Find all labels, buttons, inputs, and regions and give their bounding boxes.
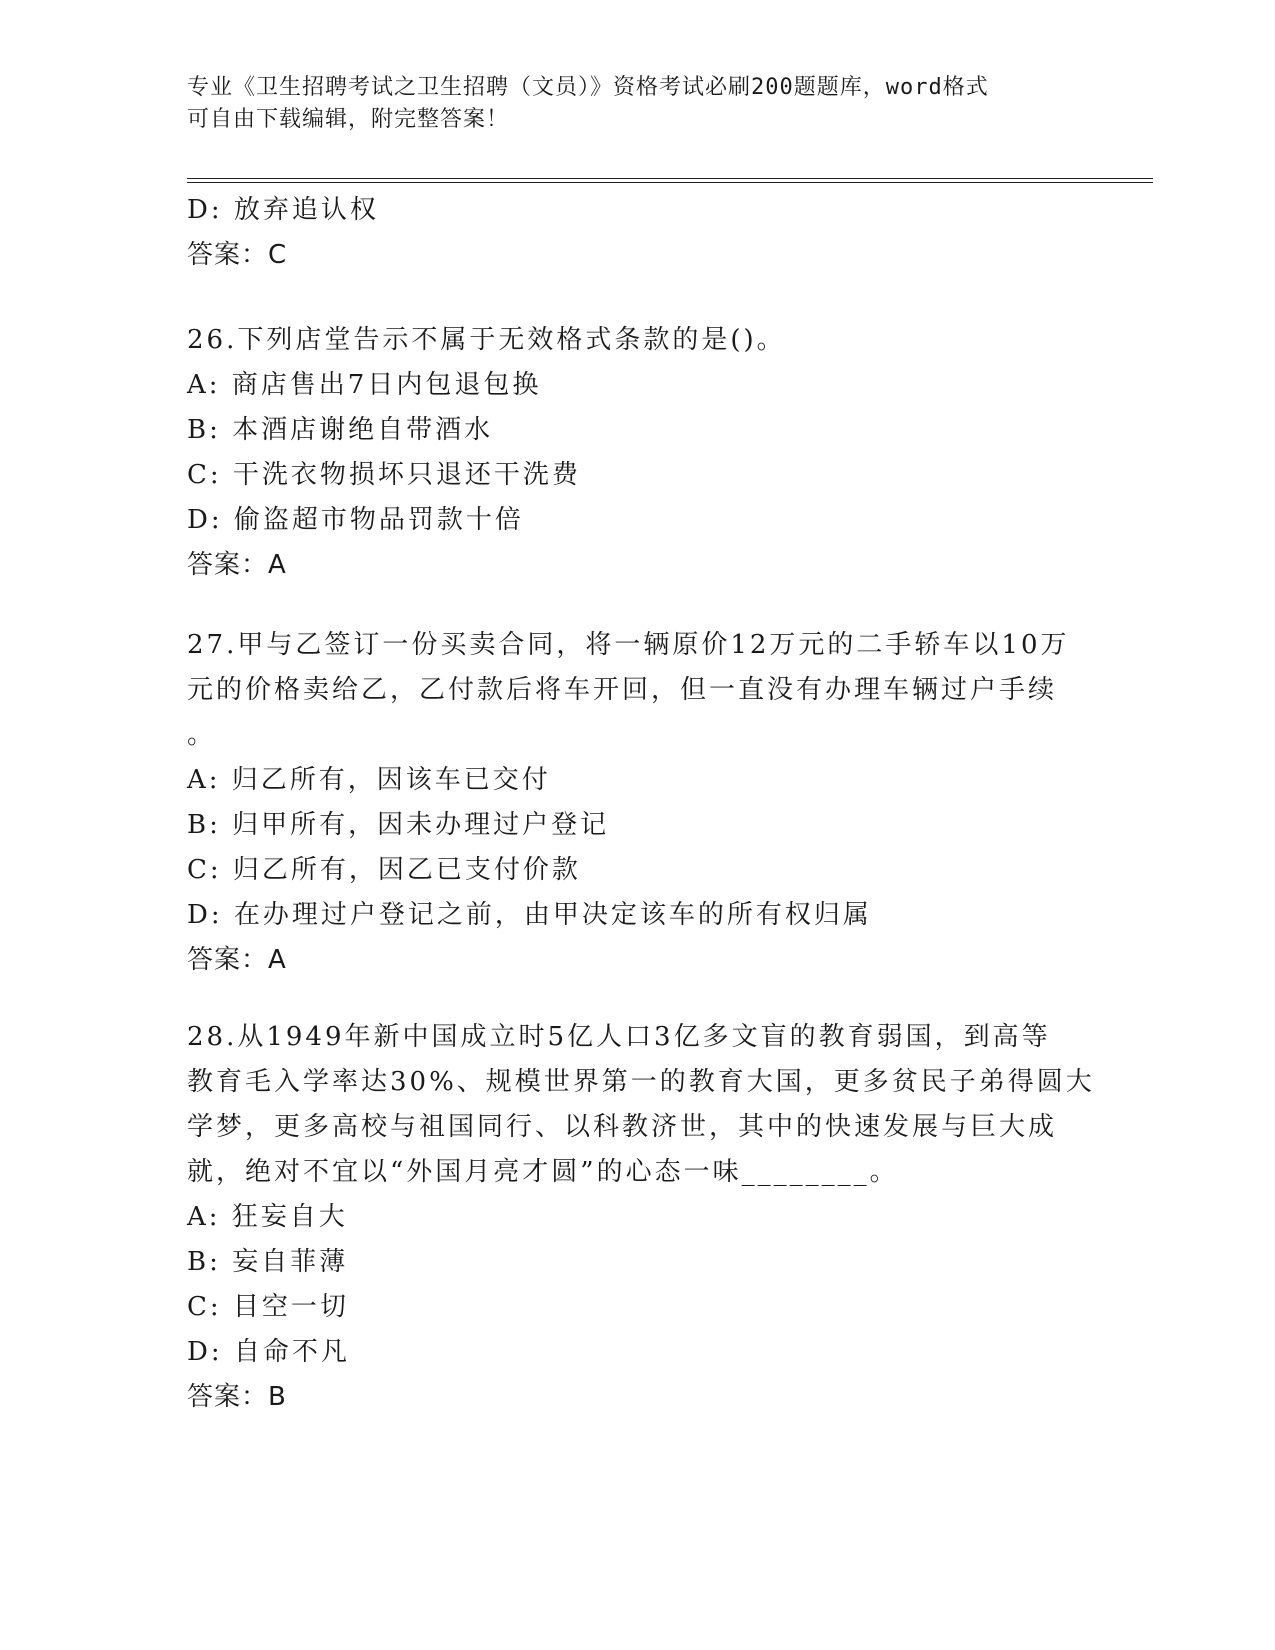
- question-27: [187, 623, 1087, 983]
- question-stem-line: 就，绝对不宜以“外国月亮才圆”的心态一味________。: [187, 1157, 899, 1187]
- question-stem-line: 。: [187, 720, 217, 750]
- document-header: [187, 72, 1067, 136]
- question-stem-line: 学梦，更多高校与祖国同行、以科教济世，其中的快速发展与巨大成: [187, 1112, 1058, 1142]
- option-a: A: 归乙所有，因该车已交付: [187, 765, 551, 795]
- option-b: B: 妄自菲薄: [187, 1247, 349, 1277]
- option-d: D: 放弃追认权: [187, 195, 379, 225]
- option-d: D: 偷盗超市物品罚款十倍: [187, 505, 524, 535]
- answer-line: 答案：B: [187, 1382, 287, 1412]
- question-25-tail: [187, 188, 1087, 278]
- option-c: C: 目空一切: [187, 1292, 349, 1322]
- header-title-line-1: 专业《卫生招聘考试之卫生招聘（文员）》资格考试必刷200题题库，word格式: [187, 75, 989, 100]
- answer-line: 答案：C: [187, 240, 288, 270]
- question-26: [187, 318, 1087, 588]
- question-stem-line: 元的价格卖给乙，乙付款后将车开回，但一直没有办理车辆过户手续: [187, 675, 1058, 705]
- answer-line: 答案：A: [187, 945, 287, 975]
- option-c: C: 干洗衣物损坏只退还干洗费: [187, 460, 581, 490]
- question-28: [187, 1015, 1095, 1420]
- header-divider-bottom: [187, 182, 1153, 183]
- question-stem-line: 27.甲与乙签订一份买卖合同，将一辆原价12万元的二手轿车以10万: [187, 630, 1070, 660]
- answer-line: 答案：A: [187, 550, 287, 580]
- option-a: A: 商店售出7日内包退包换: [187, 370, 542, 400]
- header-title-line-2: 可自由下载编辑，附完整答案！: [187, 107, 510, 132]
- option-d: D: 在办理过户登记之前，由甲决定该车的所有权归属: [187, 900, 872, 930]
- option-d: D: 自命不凡: [187, 1337, 350, 1367]
- option-a: A: 狂妄自大: [187, 1202, 348, 1232]
- question-stem: 26.下列店堂告示不属于无效格式条款的是()。: [187, 325, 786, 355]
- option-b: B: 归甲所有，因未办理过户登记: [187, 810, 610, 840]
- question-stem-line: 28.从1949年新中国成立时5亿人口3亿多文盲的教育弱国，到高等: [187, 1022, 1051, 1052]
- option-b: B: 本酒店谢绝自带酒水: [187, 415, 494, 445]
- question-stem-line: 教育毛入学率达30%、规模世界第一的教育大国，更多贫民子弟得圆大: [187, 1067, 1095, 1097]
- option-c: C: 归乙所有，因乙已支付价款: [187, 855, 581, 885]
- header-divider-top: [187, 178, 1153, 179]
